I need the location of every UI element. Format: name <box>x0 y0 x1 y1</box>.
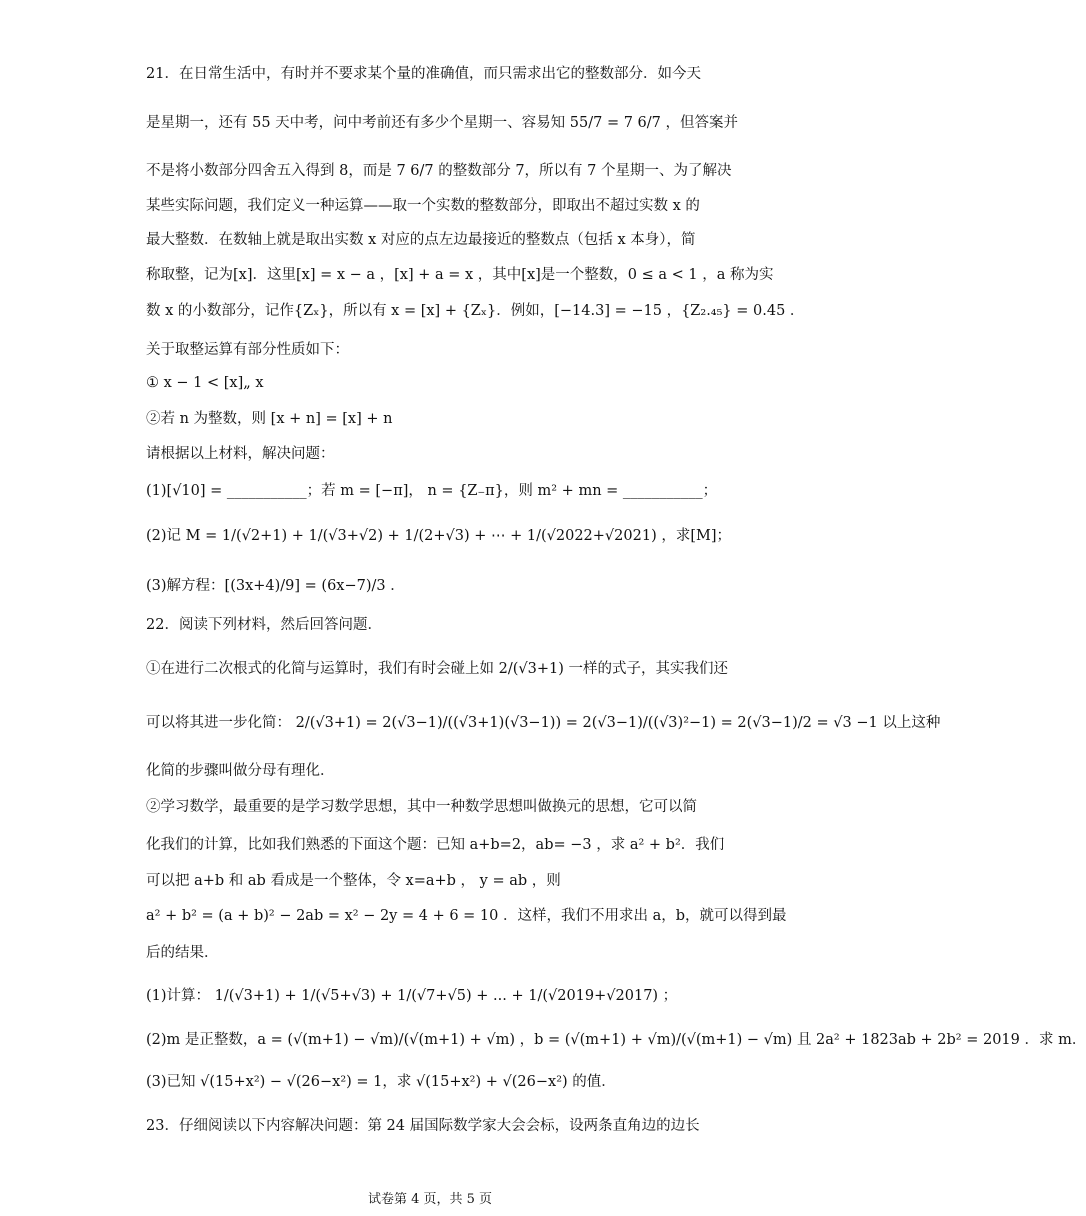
line-18: ②学习数学，最重要的是学习数学思想，其中一种数学思想叫做换元的思想，它可以简 <box>146 799 697 815</box>
line-11: (1)[√10] = ___________；若 m = [−π]， n = {Z₋π}，则 m² + mn = ___________； <box>146 483 718 499</box>
line-16: 可以将其进一步化简： 2/(√3+1) = 2(√3−1)/((√3+1)(√3−1)) = 2(√3−1)/((√3)²−1) = 2(√3−1)/2 = √3 −1 以上这种 <box>146 715 941 731</box>
line-25: (3)已知 √(15+x²) − √(26−x²) = 1，求 √(15+x²) + √(26−x²) 的值． <box>146 1074 616 1090</box>
page-footer: 试卷第 4 页，共 5 页 <box>367 1192 493 1207</box>
line-10: 请根据以上材料，解决问题： <box>146 446 335 462</box>
line-24: (2)m 是正整数，a = (√(m+1) − √m)/(√(m+1) + √m) ，b = (√(m+1) + √m)/(√(m+1) − √m) 且 2a² + 1823ab + 2b² = 2019 ．求 m． <box>146 1032 1086 1048</box>
line-7: 关于取整运算有部分性质如下： <box>146 342 349 358</box>
line-1: 是星期一，还有 55 天中考，问中考前还有多少个星期一、容易知 55/7 = 7 6/7 ，但答案并 <box>146 115 738 131</box>
line-15: ①在进行二次根式的化简与运算时，我们有时会碰上如 2/(√3+1) 一样的式子，其实我们还 <box>146 661 728 677</box>
line-13: (3)解方程：[(3x+4)/9] = (6x−7)/3 ． <box>146 578 405 594</box>
line-6: 数 x 的小数部分，记作{Zₓ}，所以有 x = [x] + {Zₓ}．例如，[−14.3] = −15 ，{Z₂.₄₅} = 0.45 ． <box>146 303 805 319</box>
line-9: ②若 n 为整数，则 [x + n] = [x] + n <box>146 411 393 427</box>
line-26: 23．仔细阅读以下内容解决问题：第 24 届国际数学家大会会标，设两条直角边的边长 <box>146 1118 700 1134</box>
line-20: 可以把 a+b 和 ab 看成是一个整体，令 x=a+b ， y = ab ，则 <box>146 873 561 889</box>
line-21: a² + b² = (a + b)² − 2ab = x² − 2y = 4 + 6 = 10 ．这样，我们不用求出 a，b，就可以得到最 <box>146 908 787 924</box>
line-8: ① x − 1 < [x]„ x <box>146 375 264 391</box>
line-19: 化我们的计算，比如我们熟悉的下面这个题：已知 a+b=2，ab= −3 ，求 a² + b²．我们 <box>146 837 725 853</box>
line-22: 后的结果． <box>146 945 219 961</box>
line-5: 称取整，记为[x]．这里[x] = x − a ，[x] + a = x ，其中[x]是一个整数，0 ≤ a < 1 ，a 称为实 <box>146 267 774 283</box>
line-4: 最大整数．在数轴上就是取出实数 x 对应的点左边最接近的整数点（包括 x 本身），简 <box>146 232 696 248</box>
line-14: 22．阅读下列材料，然后回答问题． <box>146 617 382 633</box>
line-17: 化简的步骤叫做分母有理化． <box>146 763 335 779</box>
line-0: 21．在日常生活中，有时并不要求某个量的准确值，而只需求出它的整数部分．如今天 <box>146 66 701 82</box>
line-12: (2)记 M = 1/(√2+1) + 1/(√3+√2) + 1/(2+√3) + ⋯ + 1/(√2022+√2021) ，求[M]； <box>146 528 731 544</box>
line-3: 某些实际问题，我们定义一种运算——取一个实数的整数部分，即取出不超过实数 x 的 <box>146 198 700 214</box>
line-2: 不是将小数部分四舍五入得到 8，而是 7 6/7 的整数部分 7，所以有 7 个星期一、为了解决 <box>146 163 732 179</box>
line-23: (1)计算： 1/(√3+1) + 1/(√5+√3) + 1/(√7+√5) + ... + 1/(√2019+√2017) ； <box>146 988 678 1004</box>
